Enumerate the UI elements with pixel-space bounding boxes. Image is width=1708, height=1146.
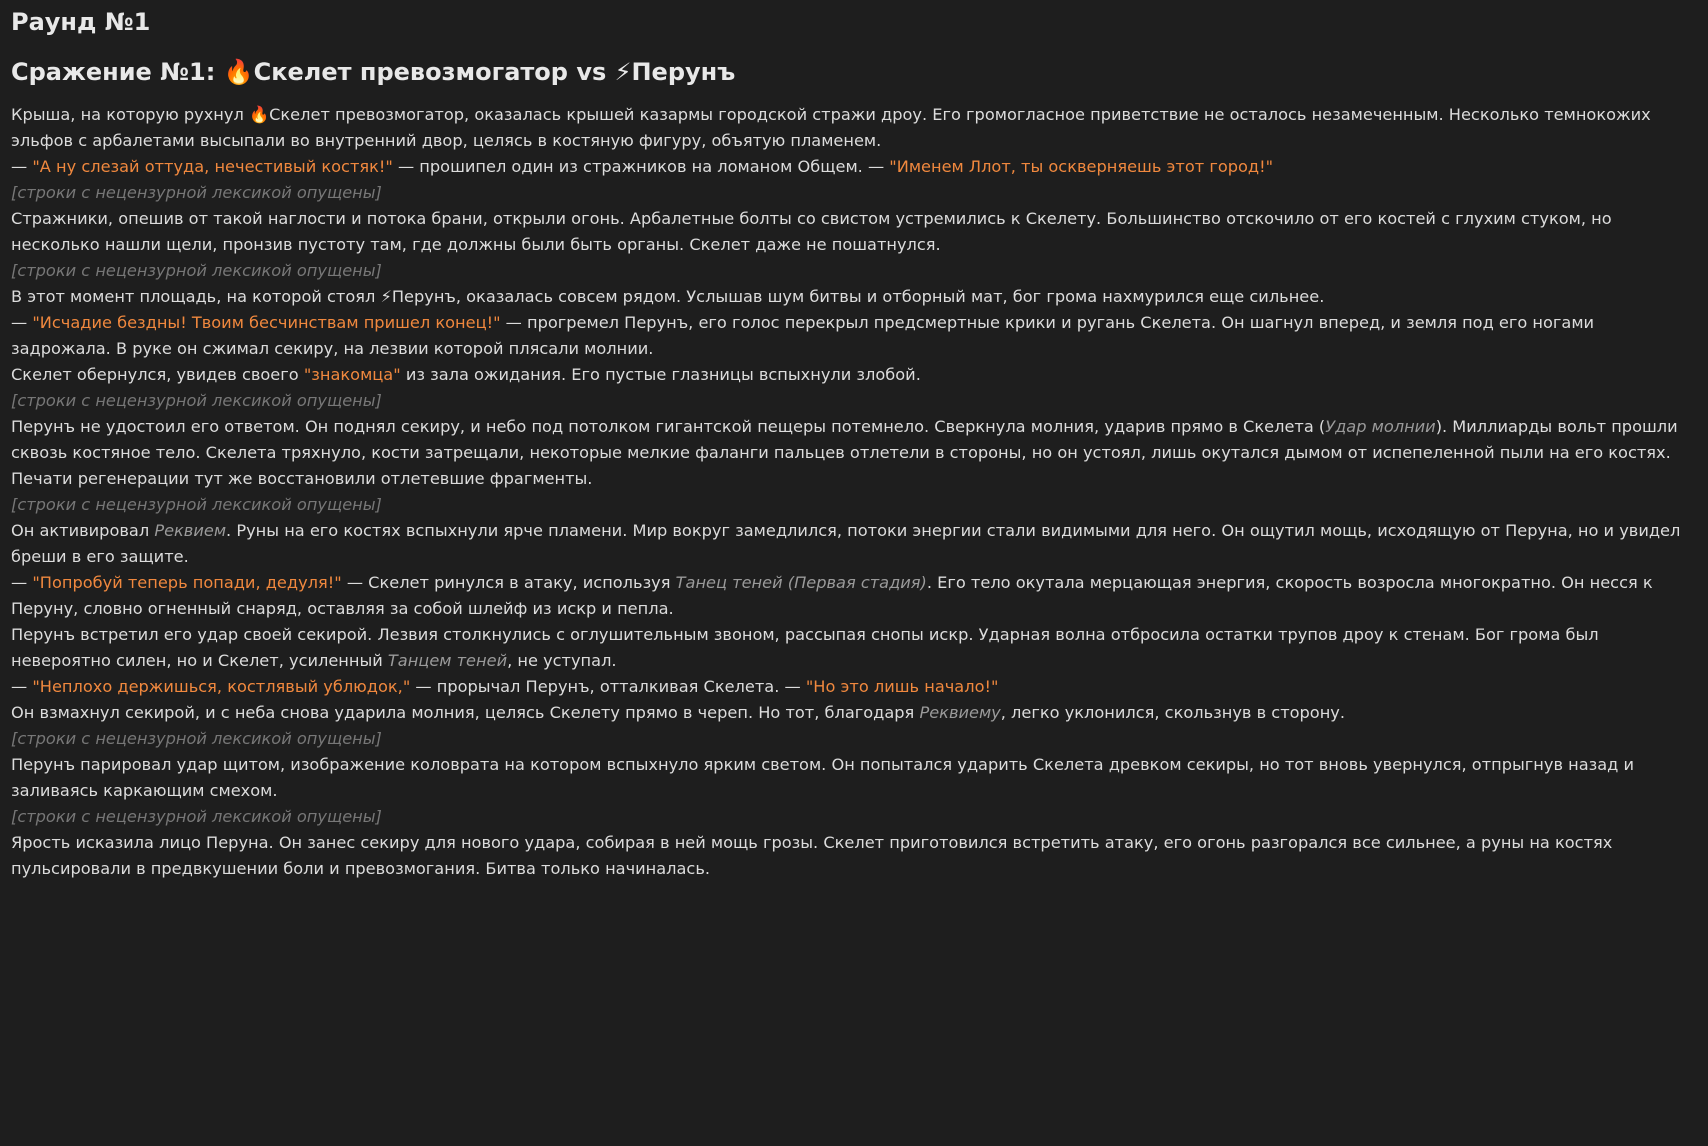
narration-text: Перунъ парировал удар щитом, изображение коловрата на котором вспыхнуло ярким светом. Он попытался ударить Скелета древком секиры, но тот вновь увернулся, отпрыгнув назад и заливаясь каркающим смехом. <box>11 755 1635 800</box>
narration-text: — <box>11 677 33 696</box>
skill-name: Удар молнии <box>1325 417 1436 436</box>
narration-text: Перунъ встретил его удар своей секирой. Лезвия столкнулись с оглушительным звоном, рассыпая снопы искр. Ударная волна отбросила остатки трупов дроу к стенам. Бог грома был невероятно силен, но и Скелет, усиленный <box>11 625 1599 670</box>
omitted-note: [строки с нецензурной лексикой опущены] <box>11 183 382 202</box>
narration-text: — прогремел Перунъ, его голос перекрыл предсмертные крики и ругань Скелета. Он шагнул вперед, и земля под его ногами задрожала. В руке он сжимал секиру, на лезвии которой плясали молнии. <box>11 313 1595 358</box>
narration-text: Крыша, на которую рухнул 🔥Скелет превозмогатор, оказалась крышей казармы городской стражи дроу. Его громогласное приветствие не осталось незамеченным. Несколько темнокожих эльфов с арбалетами высыпали во внутренний двор, целясь в костяную фигуру, объятую пламенем. <box>11 105 1651 150</box>
story-paragraph <box>11 102 1697 154</box>
story-paragraph <box>11 492 1697 518</box>
dialogue-quote: "А ну слезай оттуда, нечестивый костяк!" <box>32 157 393 176</box>
dialogue-quote: "Именем Ллот, ты оскверняешь этот город!" <box>889 157 1274 176</box>
dialogue-quote: "знакомца" <box>303 365 401 384</box>
narration-text: — <box>11 157 33 176</box>
skill-name: Танец теней (Первая стадия) <box>675 573 927 592</box>
story-paragraph <box>11 804 1697 830</box>
narration-text: Перунъ не удостоил его ответом. Он поднял секиру, и небо под потолком гигантской пещеры потемнело. Сверкнула молния, ударив прямо в Скелета ( <box>11 417 1326 436</box>
narration-text: В этот момент площадь, на которой стоял ⚡Перунъ, оказалась совсем рядом. Услышав шум битвы и отборный мат, бог грома нахмурился еще сильнее. <box>11 287 1325 306</box>
omitted-note: [строки с нецензурной лексикой опущены] <box>11 391 382 410</box>
story-paragraph <box>11 570 1697 622</box>
battle-title: Сражение №1: 🔥Скелет превозмогатор vs ⚡Перунъ <box>11 58 736 86</box>
story-paragraph <box>11 310 1697 362</box>
skill-name: Танцем теней <box>387 651 508 670</box>
round-title: Раунд №1 <box>11 8 151 36</box>
omitted-note: [строки с нецензурной лексикой опущены] <box>11 807 382 826</box>
story-paragraph <box>11 830 1697 882</box>
skill-name: Реквием <box>154 521 227 540</box>
narration-text: — прорычал Перунъ, отталкивая Скелета. — <box>410 677 806 696</box>
narration-text: Ярость исказила лицо Перуна. Он занес секиру для нового удара, собирая в ней мощь грозы. Скелет приготовился встретить атаку, его огонь разгорался все сильнее, а руны на костях пульсировали в предвкушении боли и превозмогания. Битва только начиналась. <box>11 833 1613 878</box>
dialogue-quote: "Попробуй теперь попади, дедуля!" <box>32 573 342 592</box>
narration-text: — Скелет ринулся в атаку, используя <box>341 573 676 592</box>
story-paragraph <box>11 726 1697 752</box>
story-paragraph <box>11 518 1697 570</box>
narration-text: . Руны на его костях вспыхнули ярче пламени. Мир вокруг замедлился, потоки энергии стали видимыми для него. Он ощутил мощь, исходящую от Перуна, но и увидел бреши в его защите. <box>11 521 1681 566</box>
narration-text: Он взмахнул секирой, и с неба снова ударила молния, целясь Скелету прямо в череп. Но тот, благодаря <box>11 703 920 722</box>
skill-name: Реквиему <box>919 703 1001 722</box>
story-paragraph <box>11 284 1697 310</box>
narration-text: Скелет обернулся, увидев своего <box>11 365 304 384</box>
story-paragraph <box>11 752 1697 804</box>
story-paragraph <box>11 180 1697 206</box>
dialogue-quote: "Исчадие бездны! Твоим бесчинствам пришел конец!" <box>32 313 501 332</box>
narration-text: ). Миллиарды вольт прошли сквозь костяное тело. Скелета тряхнуло, кости затрещали, некоторые мелкие фаланги пальцев отлетели в стороны, но он устоял, лишь окутался дымом от испепеленной пыли на его костях. Печати регенерации тут же восстановили отлетевшие фрагменты. <box>11 417 1678 488</box>
narration-text: , легко уклонился, скользнув в сторону. <box>1000 703 1346 722</box>
narration-text: , не уступал. <box>507 651 617 670</box>
narration-text: . Его тело окутала мерцающая энергия, скорость возросла многократно. Он несся к Перуну, словно огненный снаряд, оставляя за собой шлейф из искр и пепла. <box>11 573 1653 618</box>
dialogue-quote: "Но это лишь начало!" <box>805 677 999 696</box>
omitted-note: [строки с нецензурной лексикой опущены] <box>11 261 382 280</box>
story-paragraph <box>11 258 1697 284</box>
dialogue-quote: "Неплохо держишься, костлявый ублюдок," <box>32 677 411 696</box>
narration-text: из зала ожидания. Его пустые глазницы вспыхнули злобой. <box>400 365 921 384</box>
story-paragraph <box>11 362 1697 388</box>
narration-text: — <box>11 573 33 592</box>
story-paragraph <box>11 206 1697 258</box>
omitted-note: [строки с нецензурной лексикой опущены] <box>11 729 382 748</box>
narration-text: — прошипел один из стражников на ломаном Общем. — <box>392 157 890 176</box>
story-paragraph <box>11 388 1697 414</box>
story-paragraph <box>11 414 1697 492</box>
story-paragraph <box>11 154 1697 180</box>
story-paragraph <box>11 674 1697 700</box>
narration-text: Он активировал <box>11 521 155 540</box>
battle-story <box>11 102 1697 882</box>
omitted-note: [строки с нецензурной лексикой опущены] <box>11 495 382 514</box>
story-paragraph <box>11 622 1697 674</box>
narration-text: Стражники, опешив от такой наглости и потока брани, открыли огонь. Арбалетные болты со свистом устремились к Скелету. Большинство отскочило от его костей с глухим стуком, но несколько нашли щели, пронзив пустоту там, где должны были быть органы. Скелет даже не пошатнулся. <box>11 209 1612 254</box>
narration-text: — <box>11 313 33 332</box>
story-paragraph <box>11 700 1697 726</box>
